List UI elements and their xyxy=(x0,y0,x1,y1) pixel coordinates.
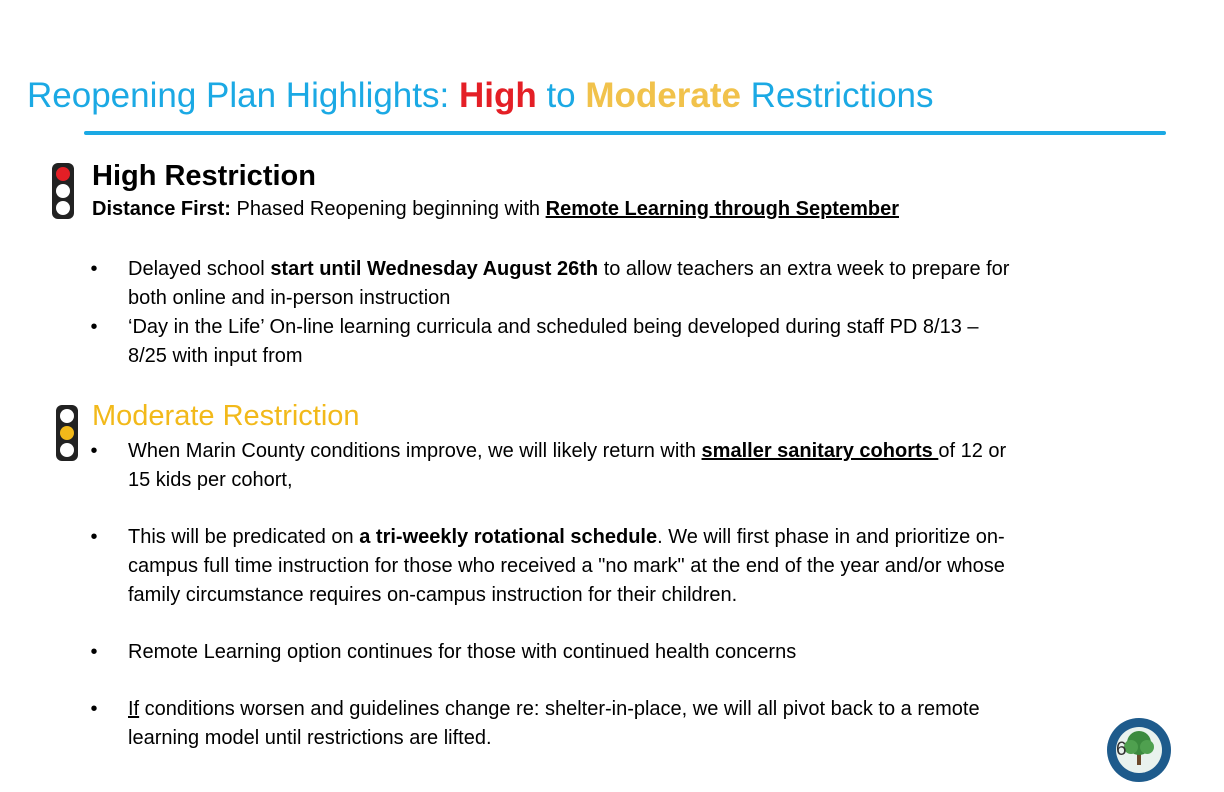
list-item: • If conditions worsen and guidelines change re: shelter-in-place, we will all pivot back to a remote learning model until restrictions are lifted. xyxy=(90,698,980,749)
list-item: • ‘Day in the Life’ On-line learning curricula and scheduled being developed during staff PD 8/13 – 8/25 with input from xyxy=(90,316,979,367)
list-item: • This will be predicated on a tri-weekly rotational schedule. We will first phase in and prioritize on- campus full time instruction for those who received a "no mark" at the end of the year and/or whose family circumstance requires on-campus instruction for their children. xyxy=(90,526,1005,606)
traffic-light-yellow-icon xyxy=(56,405,78,461)
high-restriction-heading: High Restriction xyxy=(92,160,316,192)
high-restriction-intro: Distance First: Phased Reopening beginning with Remote Learning through September xyxy=(92,198,899,220)
title-moderate: Moderate xyxy=(585,76,741,115)
high-restriction-list xyxy=(84,255,1009,371)
moderate-restriction-heading: Moderate Restriction xyxy=(92,400,360,432)
slide-title: Reopening Plan Highlights: High to Moderate Restrictions xyxy=(27,76,934,115)
page-number: 6 xyxy=(1116,739,1127,760)
traffic-light-red-icon xyxy=(52,163,74,219)
list-item: • Delayed school start until Wednesday August 26th to allow teachers an extra week to prepare for both online and in-person instruction xyxy=(90,258,1010,309)
list-item: • When Marin County conditions improve, we will likely return with smaller sanitary cohorts of 12 or 15 kids per cohort, xyxy=(90,440,1007,491)
title-divider xyxy=(84,131,1166,135)
moderate-restriction-list xyxy=(84,437,1006,753)
title-high: High xyxy=(458,76,537,115)
list-item: • Remote Learning option continues for those with continued health concerns xyxy=(90,641,797,663)
